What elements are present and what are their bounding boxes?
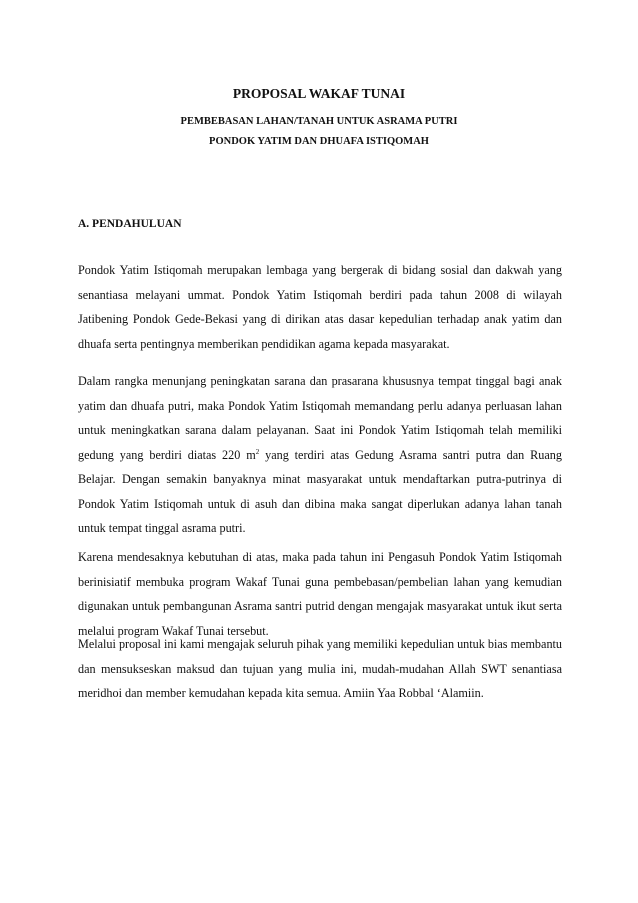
paragraph-1: Pondok Yatim Istiqomah merupakan lembaga yang bergerak di bidang sosial dan dakwah yang senantiasa melayani ummat. Pondok Yatim Istiqomah berdiri pada tahun 2008 di wilayah Jatibening Pondok Gede-Bekasi yang di dirikan atas dasar kepedulian terhadap anak yatim dan dhuafa serta pentingnya memberikan pendidikan agama kepada masyarakat. bbox=[78, 263, 562, 351]
section-heading-pendahuluan: A. PENDAHULUAN bbox=[78, 218, 182, 230]
document-subtitle-line-2: PONDOK YATIM DAN DHUAFA ISTIQOMAH bbox=[209, 136, 429, 147]
area-unit-superscript: 2 bbox=[255, 447, 260, 456]
paragraph-2 bbox=[78, 369, 562, 541]
paragraph-2-text-after: yang terdiri atas Gedung Asrama santri putra dan Ruang Belajar. Dengan semakin banyaknya minat masyarakat untuk mendaftarkan putra-putrinya di Pondok Yatim Istiqomah untuk di asuh dan dibina maka sangat diperlukan adanya lahan tanah untuk tempat tinggal asrama putri. bbox=[78, 447, 562, 535]
paragraph-3: Karena mendesaknya kebutuhan di atas, maka pada tahun ini Pengasuh Pondok Yatim Istiqomah berinisiatif membuka program Wakaf Tunai guna pembebasan/pembelian lahan yang kemudian digunakan untuk pembangunan Asrama santri putrid dengan mengajak masyarakat untuk ikut serta melalui program Wakaf Tunai tersebut. bbox=[78, 550, 562, 638]
paragraph-2-text-before: Dalam rangka menunjang peningkatan sarana dan prasarana khususnya tempat tinggal bagi anak yatim dan dhuafa putri, maka Pondok Yatim Istiqomah memandang perlu adanya perluasan lahan untuk meningkatkan sarana dalam pelayanan. Saat ini Pondok Yatim Istiqomah telah memiliki gedung yang berdiri diatas 220 m bbox=[78, 374, 562, 462]
paragraph-4: Melalui proposal ini kami mengajak seluruh pihak yang memiliki kepedulian untuk bias membantu dan mensukseskan maksud dan tujuan yang mulia ini, mudah-mudahan Allah SWT senantiasa meridhoi dan member kemudahan kepada kita semua. Amiin Yaa Robbal ‘Alamiin. bbox=[78, 637, 563, 700]
document-subtitle-line-1: PEMBEBASAN LAHAN/TANAH UNTUK ASRAMA PUTRI bbox=[180, 116, 458, 127]
document-title: PROPOSAL WAKAF TUNAI bbox=[232, 86, 406, 101]
